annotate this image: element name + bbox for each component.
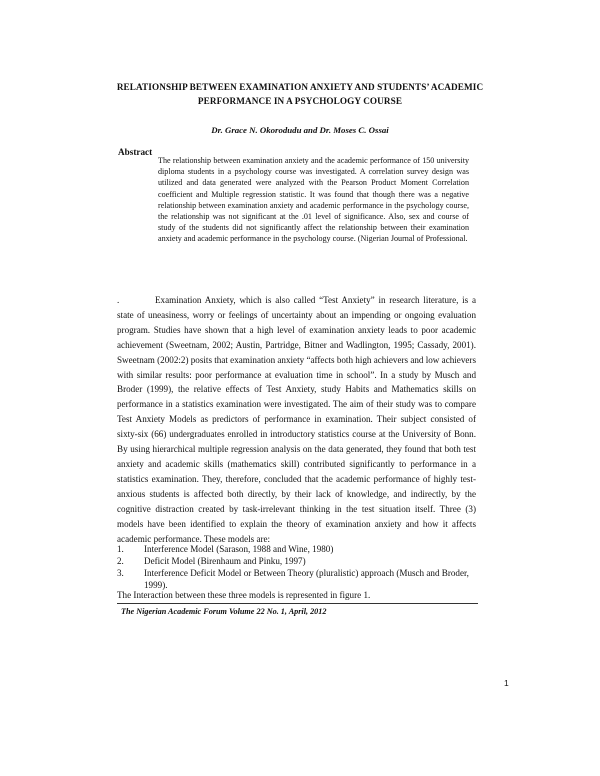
body-paragraph [117,293,476,546]
list-item-number: 2. [117,556,124,566]
list-item-text: Interference Deficit Model or Between Theory (pluralistic) approach (Musch and Broder, 1999). [144,568,469,590]
models-list [117,543,476,591]
paragraph-text: Examination Anxiety, which is also called “Test Anxiety” in research literature, is a state of uneasiness, worry or feelings of uncertainty about an impending or ongoing evaluation program. Studies have shown that a high level of examination anxiety leads to poor academic achievement (Sweetnam, 2002; Austin, Partridge, Bitner and Wadlington, 1995; Cassady, 2001). Sweetnam (2002:2) posits that examination anxiety “affects both high achievers and low achievers with similar results: poor performance at evaluation time in school”. In a study by Musch and Broder (1999), the relative effects of Test Anxiety, study Habits and Mathematics skills on performance in a statistics examination were investigated. The aim of their study was to compare Test Anxiety Models as predictors of performance in examination. Their subject consisted of sixty-six (66) undergraduates enrolled in introductory statistics course at the University of Bonn. By using hierarchical multiple regression analysis on the data generated, they found that both test anxiety and academic skills (mathematics skill) contributed significantly to performance in a statistics examination. They, therefore, concluded that the academic performance of highly test-anxious students is affected both directly, by their lack of knowledge, and indirectly, by the cognitive distraction created by task-irrelevant thinking in the test situation itself. Three (3) models have been identified to explain the theory of examination anxiety and how it affects academic performance. These models are: [117,295,476,544]
footer-divider [117,603,478,604]
abstract-heading: Abstract [118,147,153,157]
page-number: 1 [504,678,509,688]
abstract-text: The relationship between examination anxiety and the academic performance of 150 university diploma students in a psychology course was investigated. A correlation survey design was utilized and data generated were analyzed with the Pearson Product Moment Correlation coefficient and Multiple regression statistic. It was found that though there was a negative relationship between examination anxiety and academic performance in the psychology course, the relationship was not significant at the .01 level of significance. Also, sex and course of study of the students did not significantly affect the relationship between their examination anxiety and academic performance in the psychology course. (Nigerian Journal of Professional. [158,156,469,244]
list-item-text: Deficit Model (Birenhaum and Pinku, 1997) [144,556,306,566]
paragraph-lead-mark: . [117,295,120,305]
list-item [117,567,476,591]
author-line: Dr. Grace N. Okorodudu and Dr. Moses C. Ossai [211,125,389,135]
list-item-text: Interference Model (Sarason, 1988 and Wine, 1980) [144,544,334,554]
journal-footer: The Nigerian Academic Forum Volume 22 No. 1, April, 2012 [121,607,327,616]
list-item [117,555,476,567]
list-item [117,543,476,555]
list-item-number: 1. [117,544,124,554]
paper-title: RELATIONSHIP BETWEEN EXAMINATION ANXIETY AND STUDENTS’ ACADEMIC PERFORMANCE IN A PSYCHOLOGY COURSE [116,82,484,106]
list-item-number: 3. [117,568,124,578]
closing-sentence: The Interaction between these three models is represented in figure 1. [117,590,371,600]
